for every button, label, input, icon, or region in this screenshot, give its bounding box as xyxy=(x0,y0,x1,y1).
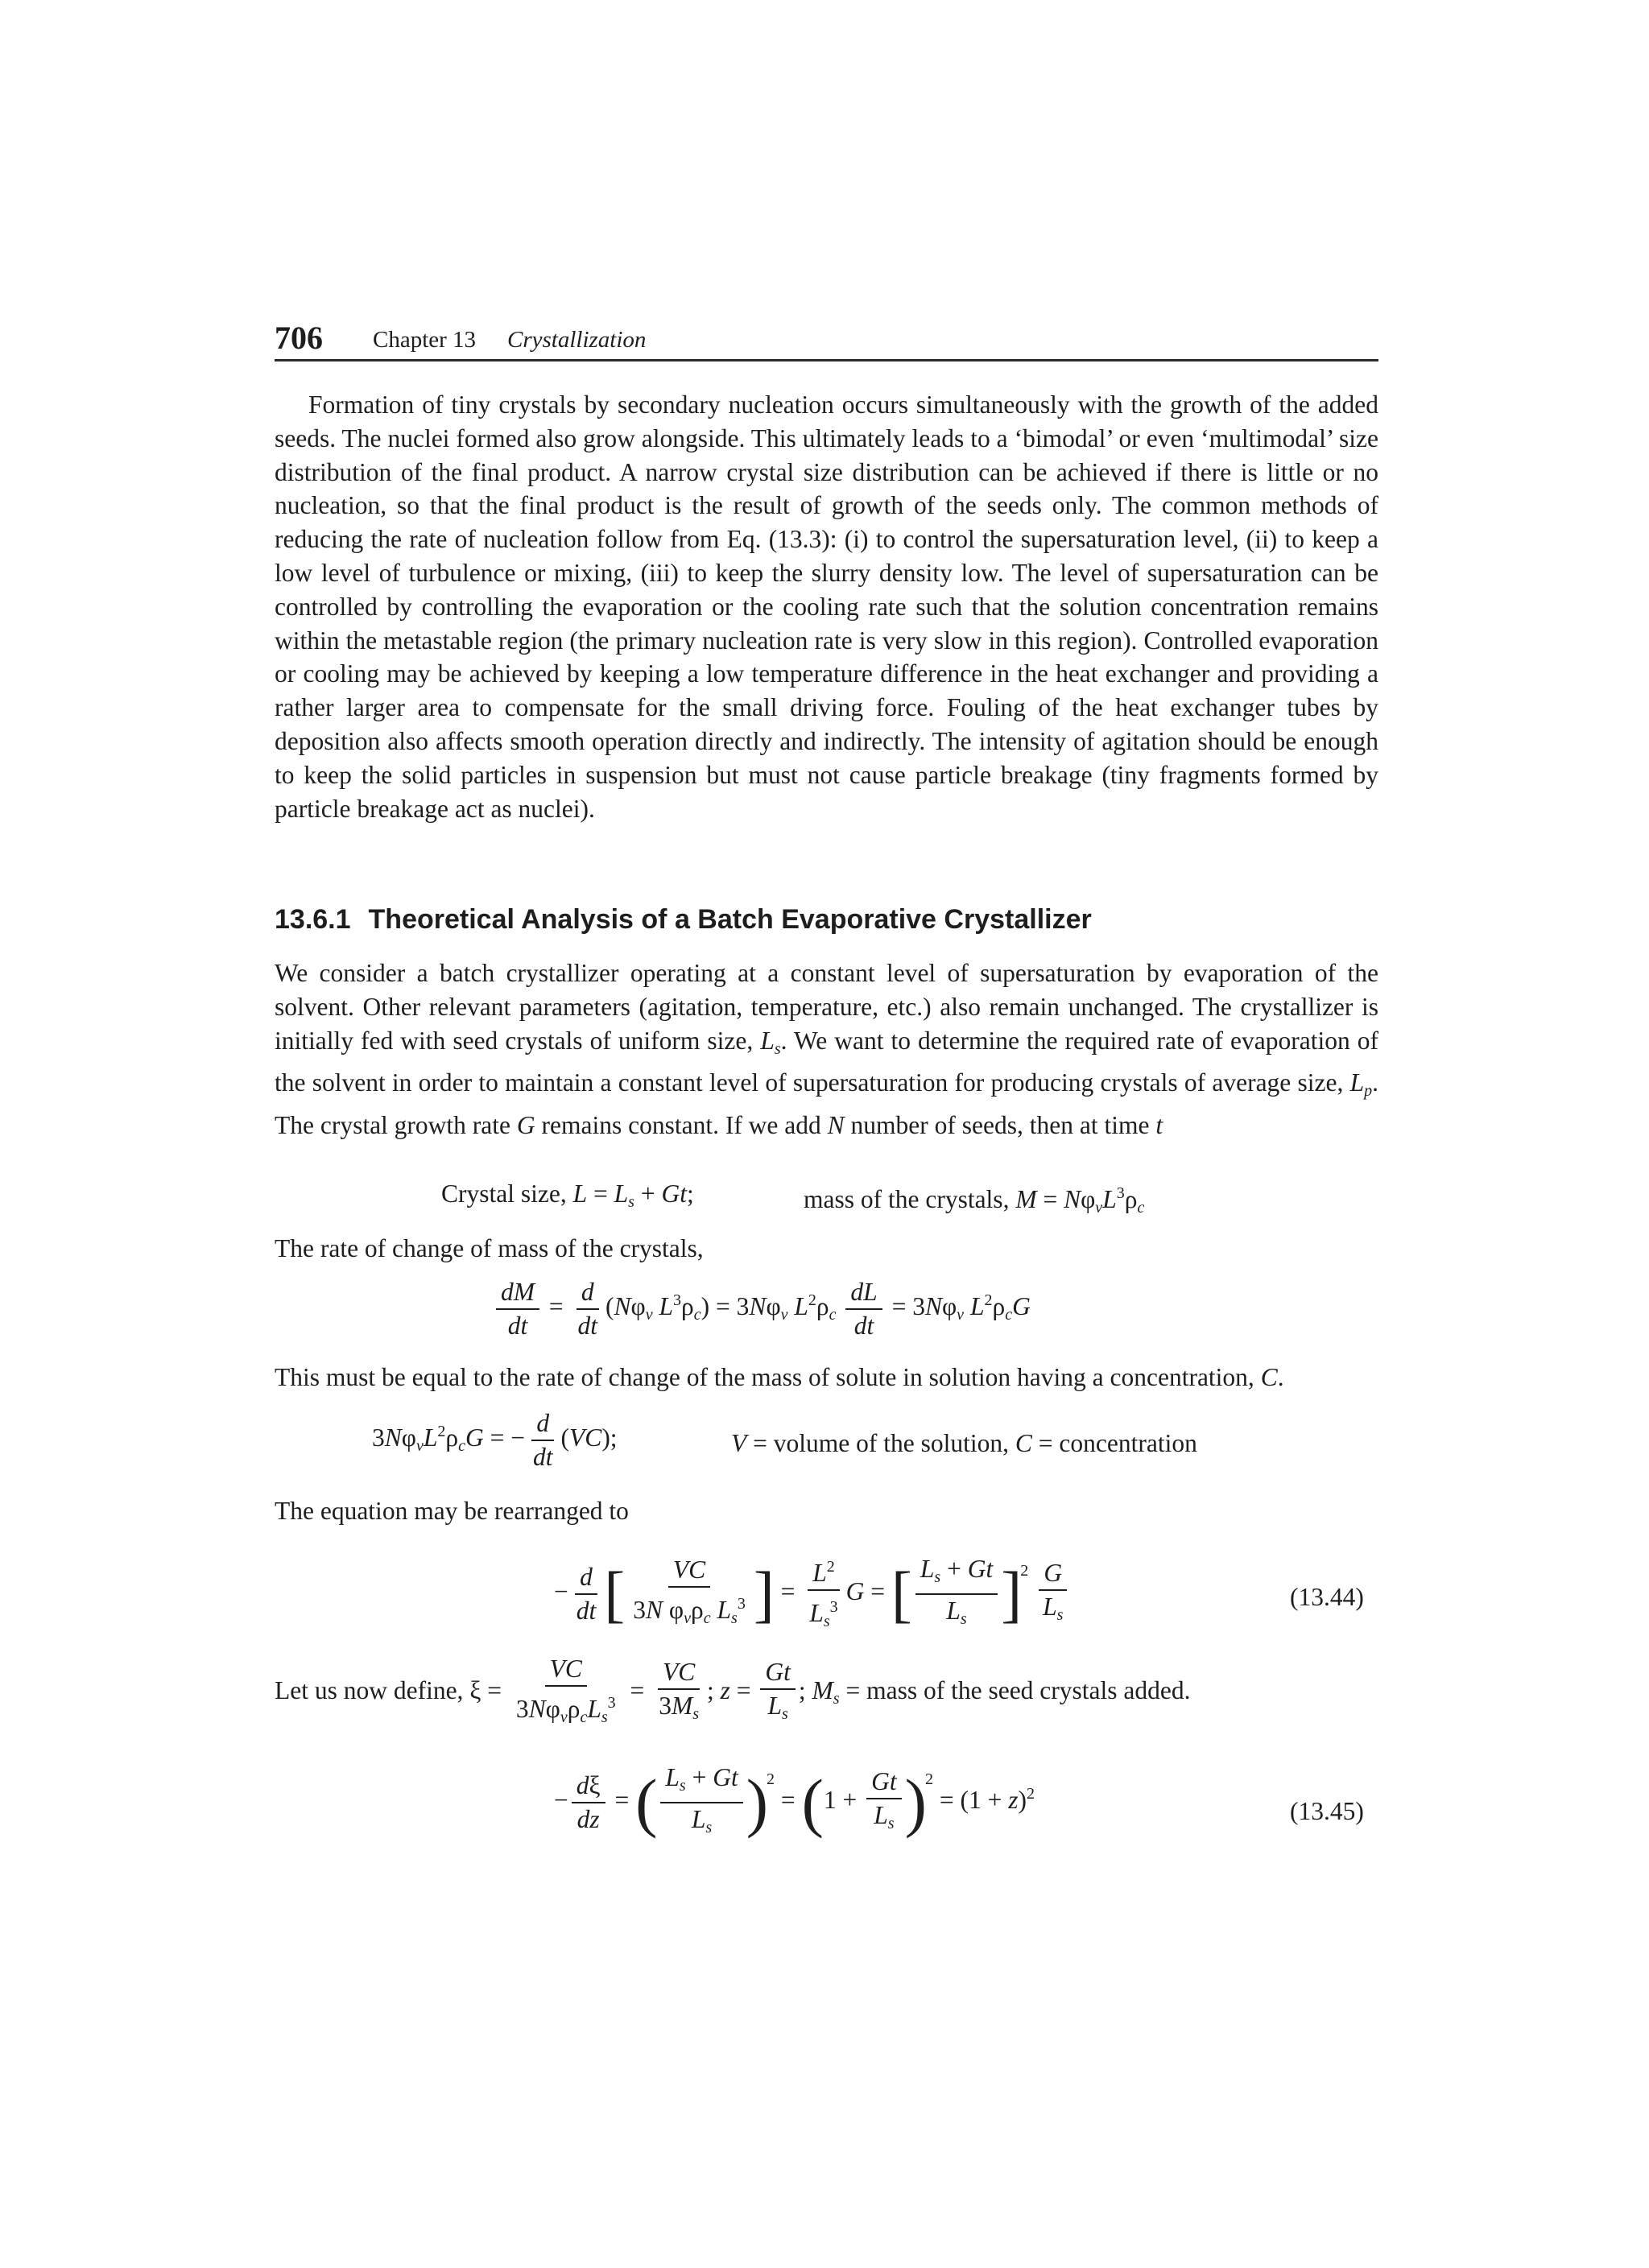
equal-rate-sentence: This must be equal to the rate of change of the mass of solute in solution having a concentration, xyxy=(275,1363,1254,1391)
seed-mass-text: mass of the seed crystals added. xyxy=(866,1676,1191,1705)
equation-definitions: V = volume of the solution, C = concentration xyxy=(731,1429,1197,1457)
header-rule xyxy=(275,359,1378,361)
equation-number-13-45: (13.45) xyxy=(1290,1797,1364,1825)
concentration-definition: concentration xyxy=(1059,1429,1197,1457)
rate-of-change-text: The rate of change of mass of the crystals, xyxy=(275,1234,704,1262)
equation-13-45: − $\frac{d\xi}{dz}$ = ( $\frac{L_s + Gt}{L_s}$ )$^2$ = (1 + $\frac{Gt}{L_s}$ )$^2 = (1 + z)^2$ xyxy=(554,1763,1035,1839)
equal-rate-text: This must be equal to the rate of change of the mass of solute in solution having a concentration, C. xyxy=(275,1363,1284,1391)
crystal-size-label: Crystal size, xyxy=(441,1179,567,1208)
page-number: 706 xyxy=(275,320,323,356)
p2-text-3: . The crystal growth rate xyxy=(275,1068,1378,1140)
equation-mass-balance: $3N\varphi_vL^2\rho_cG$ = − $\frac{d}{dt}$ (VC); xyxy=(372,1409,618,1471)
p2-text-5: number of seeds, then at time xyxy=(844,1111,1156,1140)
p2-text-2: . We want to determine the required rate of evaporation of the solvent in order to maintain a constant level of supersaturation for producing crystals of average size, xyxy=(275,1026,1379,1097)
equation-crystal-size: Crystal size, $L = L_s + Gt$; xyxy=(441,1179,694,1211)
section-number: 13.6.1 xyxy=(275,904,351,935)
crystal-mass-label: mass of the crystals, xyxy=(804,1185,1010,1213)
p2-text-1: We consider a batch crystallizer operating at a constant level of supersaturation by evaporation of the solvent. Other relevant parameters (agitation, temperature, etc.) also remain unchanged. The crystallizer is initially fed with seed crystals of uniform size, xyxy=(275,959,1378,1055)
equation-13-44: − $\frac{d}{dt}$ [ $\frac{VC}{3N \varphi_v\rho_c L_s^3}$ ] = $\frac{L^2}{L_s^3}$ G = [ $\frac{L_s + Gt}{L_s}$ ]$^2$ $\frac{G}{L_s}$ xyxy=(554,1551,1071,1638)
section-title: Theoretical Analysis of a Batch Evaporative Crystallizer xyxy=(368,904,1092,935)
equation-dm-dt: $\frac{dM}{dt}$ = $\frac{d}{dt}$ ($N\varphi_v$ $L^3\rho_c) = 3N\varphi_v$ $L^2\rho_c$ $\frac{dL}{dt}$ = $3N\varphi_v$ $L^2\rho_cG$ xyxy=(493,1276,1031,1342)
volume-definition: volume of the solution, xyxy=(773,1429,1009,1457)
equation-number-13-44: (13.44) xyxy=(1290,1583,1364,1611)
p2-text-4: remains constant. If we add xyxy=(535,1111,828,1140)
paragraph-nucleation: Formation of tiny crystals by secondary nucleation occurs simultaneously with the growth of the added seeds. The nuclei formed also grow alongside. This ultimately leads to a ‘bimodal’ or even ‘multimodal’ size distribution of the final product. A narrow crystal size distribution can be achieved if there is little or no nucleation, so that the final product is the result of growth of the seeds only. The common methods of reducing the rate of nucleation follow from Eq. (13.3): (i) to control the supersaturation level, (ii) to keep a low level of turbulence or mixing, (iii) to keep the slurry density low. The level of supersaturation can be controlled by controlling the evaporation or the cooling rate such that the solution concentration remains within the metastable region (the primary nucleation rate is very slow in this region). Controlled evaporation or cooling may be achieved by keeping a low temperature difference in the heat exchanger and providing a rather larger area to compensate for the small driving force. Fouling of the heat exchanger tubes by deposition also affects smooth operation directly and indirectly. The intensity of agitation should be enough to keep the solid particles in suspension but must not cause particle breakage (tiny fragments formed by particle breakage act as nuclei). xyxy=(275,390,1378,823)
define-text: Let us now define, xyxy=(275,1676,464,1705)
section-heading xyxy=(275,902,1092,937)
paragraph-batch-crystallizer: We consider a batch crystallizer operating at a constant level of supersaturation by evaporation of the solvent. Other relevant parameters (agitation, temperature, etc.) also remain unchanged. The crystallizer is initially fed with seed crystals of uniform size, $L_s$. We want to determine the required rate of evaporation of the solvent in order to maintain a constant level of supersaturation for producing crystals of average size, $L_p$. The crystal growth rate G remains constant. If we add N number of seeds, then at time t xyxy=(275,959,1379,1140)
equation-crystal-mass: mass of the crystals, $M = N\varphi_vL^3\rho_c$ xyxy=(804,1184,1145,1217)
chapter-title: Crystallization xyxy=(507,327,647,353)
rearranged-text: The equation may be rearranged to xyxy=(275,1497,629,1525)
chapter-label: Chapter 13 xyxy=(373,327,477,353)
equation-definitions-xi: Let us now define, ξ = $\frac{VC}{3N\varphi_v\rho_cL_s^3}$ = $\frac{VC}{3M_s}$ ; z = $\frac{Gt}{L_s}$ ; $M_s$ = mass of the seed crystals added. xyxy=(275,1655,1191,1726)
